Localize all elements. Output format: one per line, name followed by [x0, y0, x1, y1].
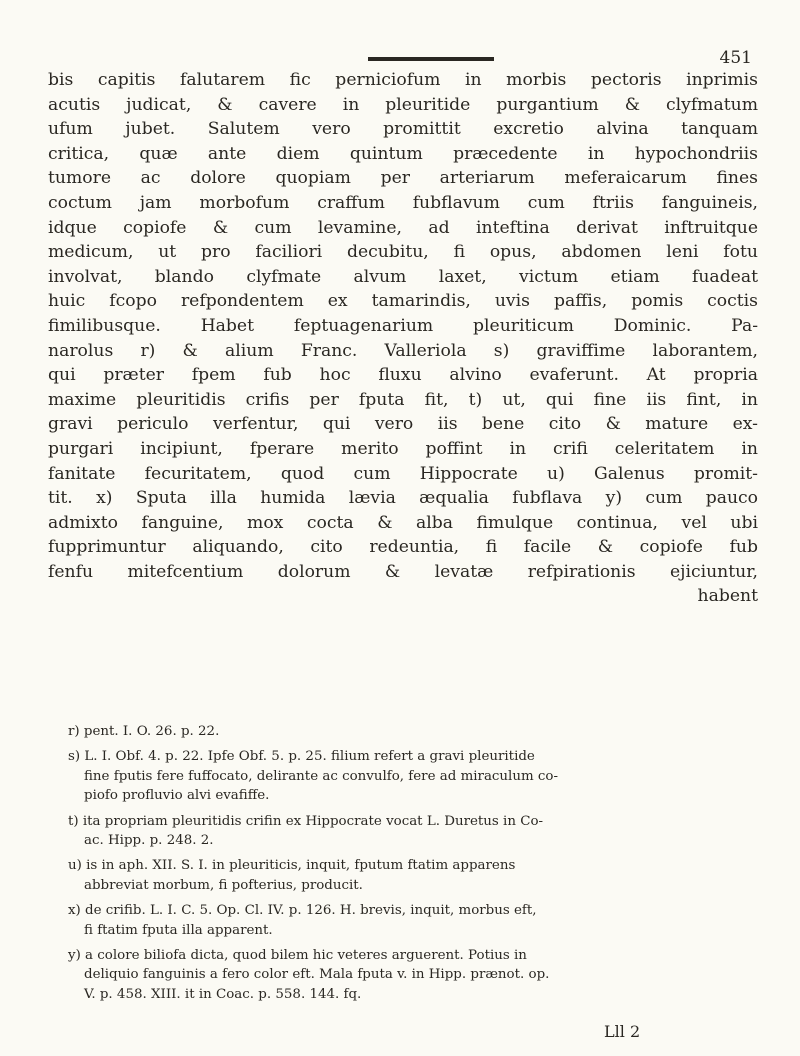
text-line: maxime pleuritidis crifis per fputa fit, t) ut, qui fine iis fint, in: [48, 389, 758, 410]
footnote: [68, 747, 758, 805]
footnote-line: u) is in aph. XII. S. I. in pleuriticis, inquit, fputum ftatim apparens: [68, 858, 516, 874]
text-line: fimilibusque. Habet feptuagenarium pleuriticum Dominic. Pa-: [48, 315, 758, 336]
text-line: bis capitis falutarem fic perniciofum in morbis pectoris inprimis: [48, 70, 758, 90]
footnote-line: t) ita propriam pleuritidis crifin ex Hippocrate vocat L. Duretus in Co-: [68, 813, 544, 829]
text-line: narolus r) & alium Franc. Valleriola s) graviffime laborantem,: [48, 340, 758, 361]
text-line: tumore ac dolore quopiam per arteriarum meferaicarum fines: [48, 168, 758, 189]
footnote-line: ac. Hipp. p. 248. 2.: [84, 833, 214, 849]
footnote-line: y) a colore biliofa dicta, quod bilem hic veteres arguerent. Potius in: [68, 948, 527, 964]
footnote-line: abbreviat morbum, fi pofterius, producit.: [84, 877, 363, 893]
text-line: acutis judicat, & cavere in pleuritide purgantium & clyfmatum: [48, 94, 758, 115]
text-line: idque copiofe & cum levamine, ad inteftina derivat inftruitque: [48, 217, 758, 238]
footnotes: [68, 722, 758, 1010]
footnote-line: deliquio fanguinis a fero color eft. Mala fputa v. in Hipp. prænot. op.: [84, 967, 550, 983]
footnote-line: x) de crifib. L. I. C. 5. Op. Cl. IV. p. 126. H. brevis, inquit, morbus eft,: [68, 903, 537, 919]
footnote: [68, 856, 758, 895]
text-line: medicum, ut pro faciliori decubitu, fi opus, abdomen leni fotu: [48, 242, 758, 263]
footnote: [68, 812, 758, 851]
header-rule: [368, 57, 494, 61]
text-line: fenfu mitefcentium dolorum & levatæ refpirationis ejiciuntur,: [48, 561, 758, 582]
page-number: 451: [719, 48, 752, 68]
text-line: ufum jubet. Salutem vero promittit excretio alvina tanquam: [48, 119, 758, 140]
footnote-line: piofo profluvio alvi evafiffe.: [84, 788, 270, 804]
text-line: critica, quæ ante diem quintum præcedente in hypochondriis: [48, 143, 758, 164]
signature-mark: Lll 2: [604, 1022, 641, 1041]
footnote: [68, 946, 758, 1004]
text-line: involvat, blando clyfmate alvum laxet, victum etiam fuadeat: [48, 266, 758, 287]
footnote-line: s) L. I. Obf. 4. p. 22. Ipfe Obf. 5. p. 25. filium refert a gravi pleuritide: [68, 749, 535, 765]
footnote-line: V. p. 458. XIII. it in Coac. p. 558. 144. fq.: [84, 986, 362, 1002]
text-line: gravi periculo verfentur, qui vero iis bene cito & mature ex-: [48, 414, 758, 435]
text-line: huic fcopo refpondentem ex tamarindis, uvis paffis, pomis coctis: [48, 291, 758, 312]
text-line: purgari incipiunt, fperare merito poffint in crifi celeritatem in: [48, 438, 758, 459]
main-text: [48, 68, 758, 609]
text-line: fupprimuntur aliquando, cito redeuntia, fi facile & copiofe fub: [48, 537, 758, 558]
footnote-line: fi ftatim fputa illa apparent.: [84, 922, 273, 938]
text-line: admixto fanguine, mox cocta & alba fimulque continua, vel ubi: [48, 512, 758, 533]
text-line: qui præter fpem fub hoc fluxu alvino evaferunt. At propria: [48, 365, 758, 386]
text-line: fanitate fecuritatem, quod cum Hippocrate u) Galenus promit-: [48, 463, 758, 484]
text-line: coctum jam morbofum craffum fubflavum cum ftriis fanguineis,: [48, 192, 758, 213]
footnote-line: fine fputis fere fuffocato, delirante ac convulfo, fere ad miraculum co-: [84, 768, 559, 784]
text-line: tit. x) Sputa illa humida lævia æqualia fubflava y) cum pauco: [48, 488, 758, 509]
footnote: [68, 901, 758, 940]
footnote-line: r) pent. I. O. 26. p. 22.: [68, 724, 220, 739]
footnote: [68, 722, 758, 741]
text-line: habent: [697, 586, 758, 607]
